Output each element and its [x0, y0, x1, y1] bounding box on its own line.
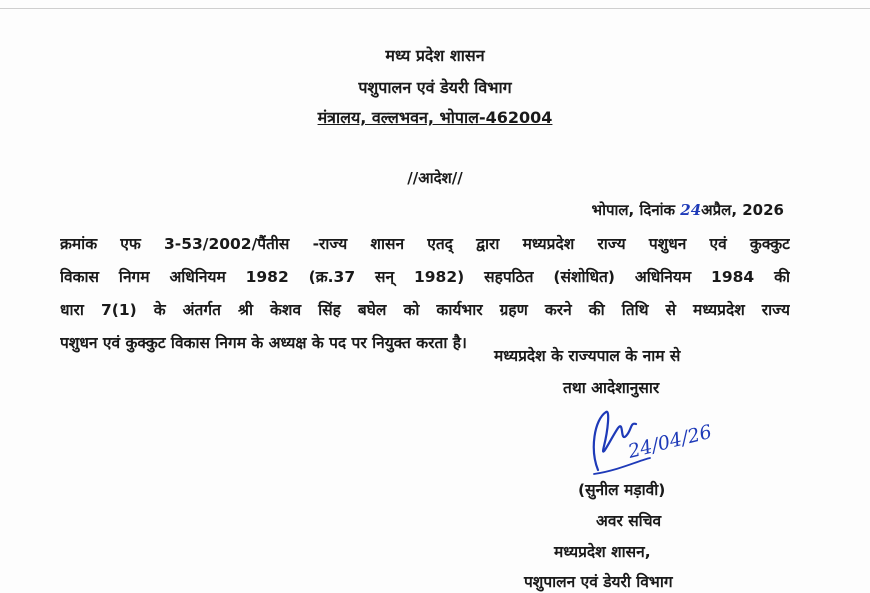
signatory-post: अवर सचिव: [596, 512, 662, 530]
signature-date: 24/04/26: [625, 420, 715, 463]
signatory-department-2: पशुपालन एवं डेयरी विभाग: [524, 573, 673, 591]
body-line: क्रमांक एफ 3-53/2002/पैंतीस -राज्य शासन एतद् द्वारा मध्यप्रदेश राज्य पशुधन एवं कुक्कुट: [60, 235, 790, 253]
handwritten-signature: [580, 400, 740, 480]
date-suffix: अप्रैल, 2026: [701, 201, 784, 219]
top-divider: [0, 8, 870, 9]
body-line: विकास निगम अधिनियम 1982 (क्र.37 सन् 1982) सहपठित (संशोधित) अधिनियम 1984 की: [60, 268, 790, 286]
order-title: //आदेश//: [407, 169, 463, 187]
date-prefix: भोपाल, दिनांक: [591, 201, 681, 219]
header-address: [0, 106, 870, 128]
header-address-text: मंत्रालय, वल्लभवन, भोपाल-462004: [317, 108, 553, 127]
authority-line-1: मध्यप्रदेश के राज्यपाल के नाम से: [494, 347, 681, 365]
body-line: धारा 7(1) के अंतर्गत श्री केशव सिंह बघेल को कार्यभार ग्रहण करने की तिथि से मध्यप्रदेश राज्य: [60, 301, 790, 319]
order-body: [60, 228, 790, 360]
signatory-name: (सुनील मड़ावी): [578, 481, 666, 499]
signatory-department-1: मध्यप्रदेश शासन,: [554, 543, 651, 561]
header-department: पशुपालन एवं डेयरी विभाग: [358, 78, 512, 97]
order-date: [592, 200, 784, 220]
body-line: पशुधन एवं कुक्कुट विकास निगम के अध्यक्ष के पद पर नियुक्त करता है।: [60, 334, 467, 352]
authority-line-2: तथा आदेशानुसार: [563, 379, 660, 397]
handwritten-day: 24: [680, 201, 702, 219]
header-government: मध्य प्रदेश शासन: [385, 46, 485, 65]
